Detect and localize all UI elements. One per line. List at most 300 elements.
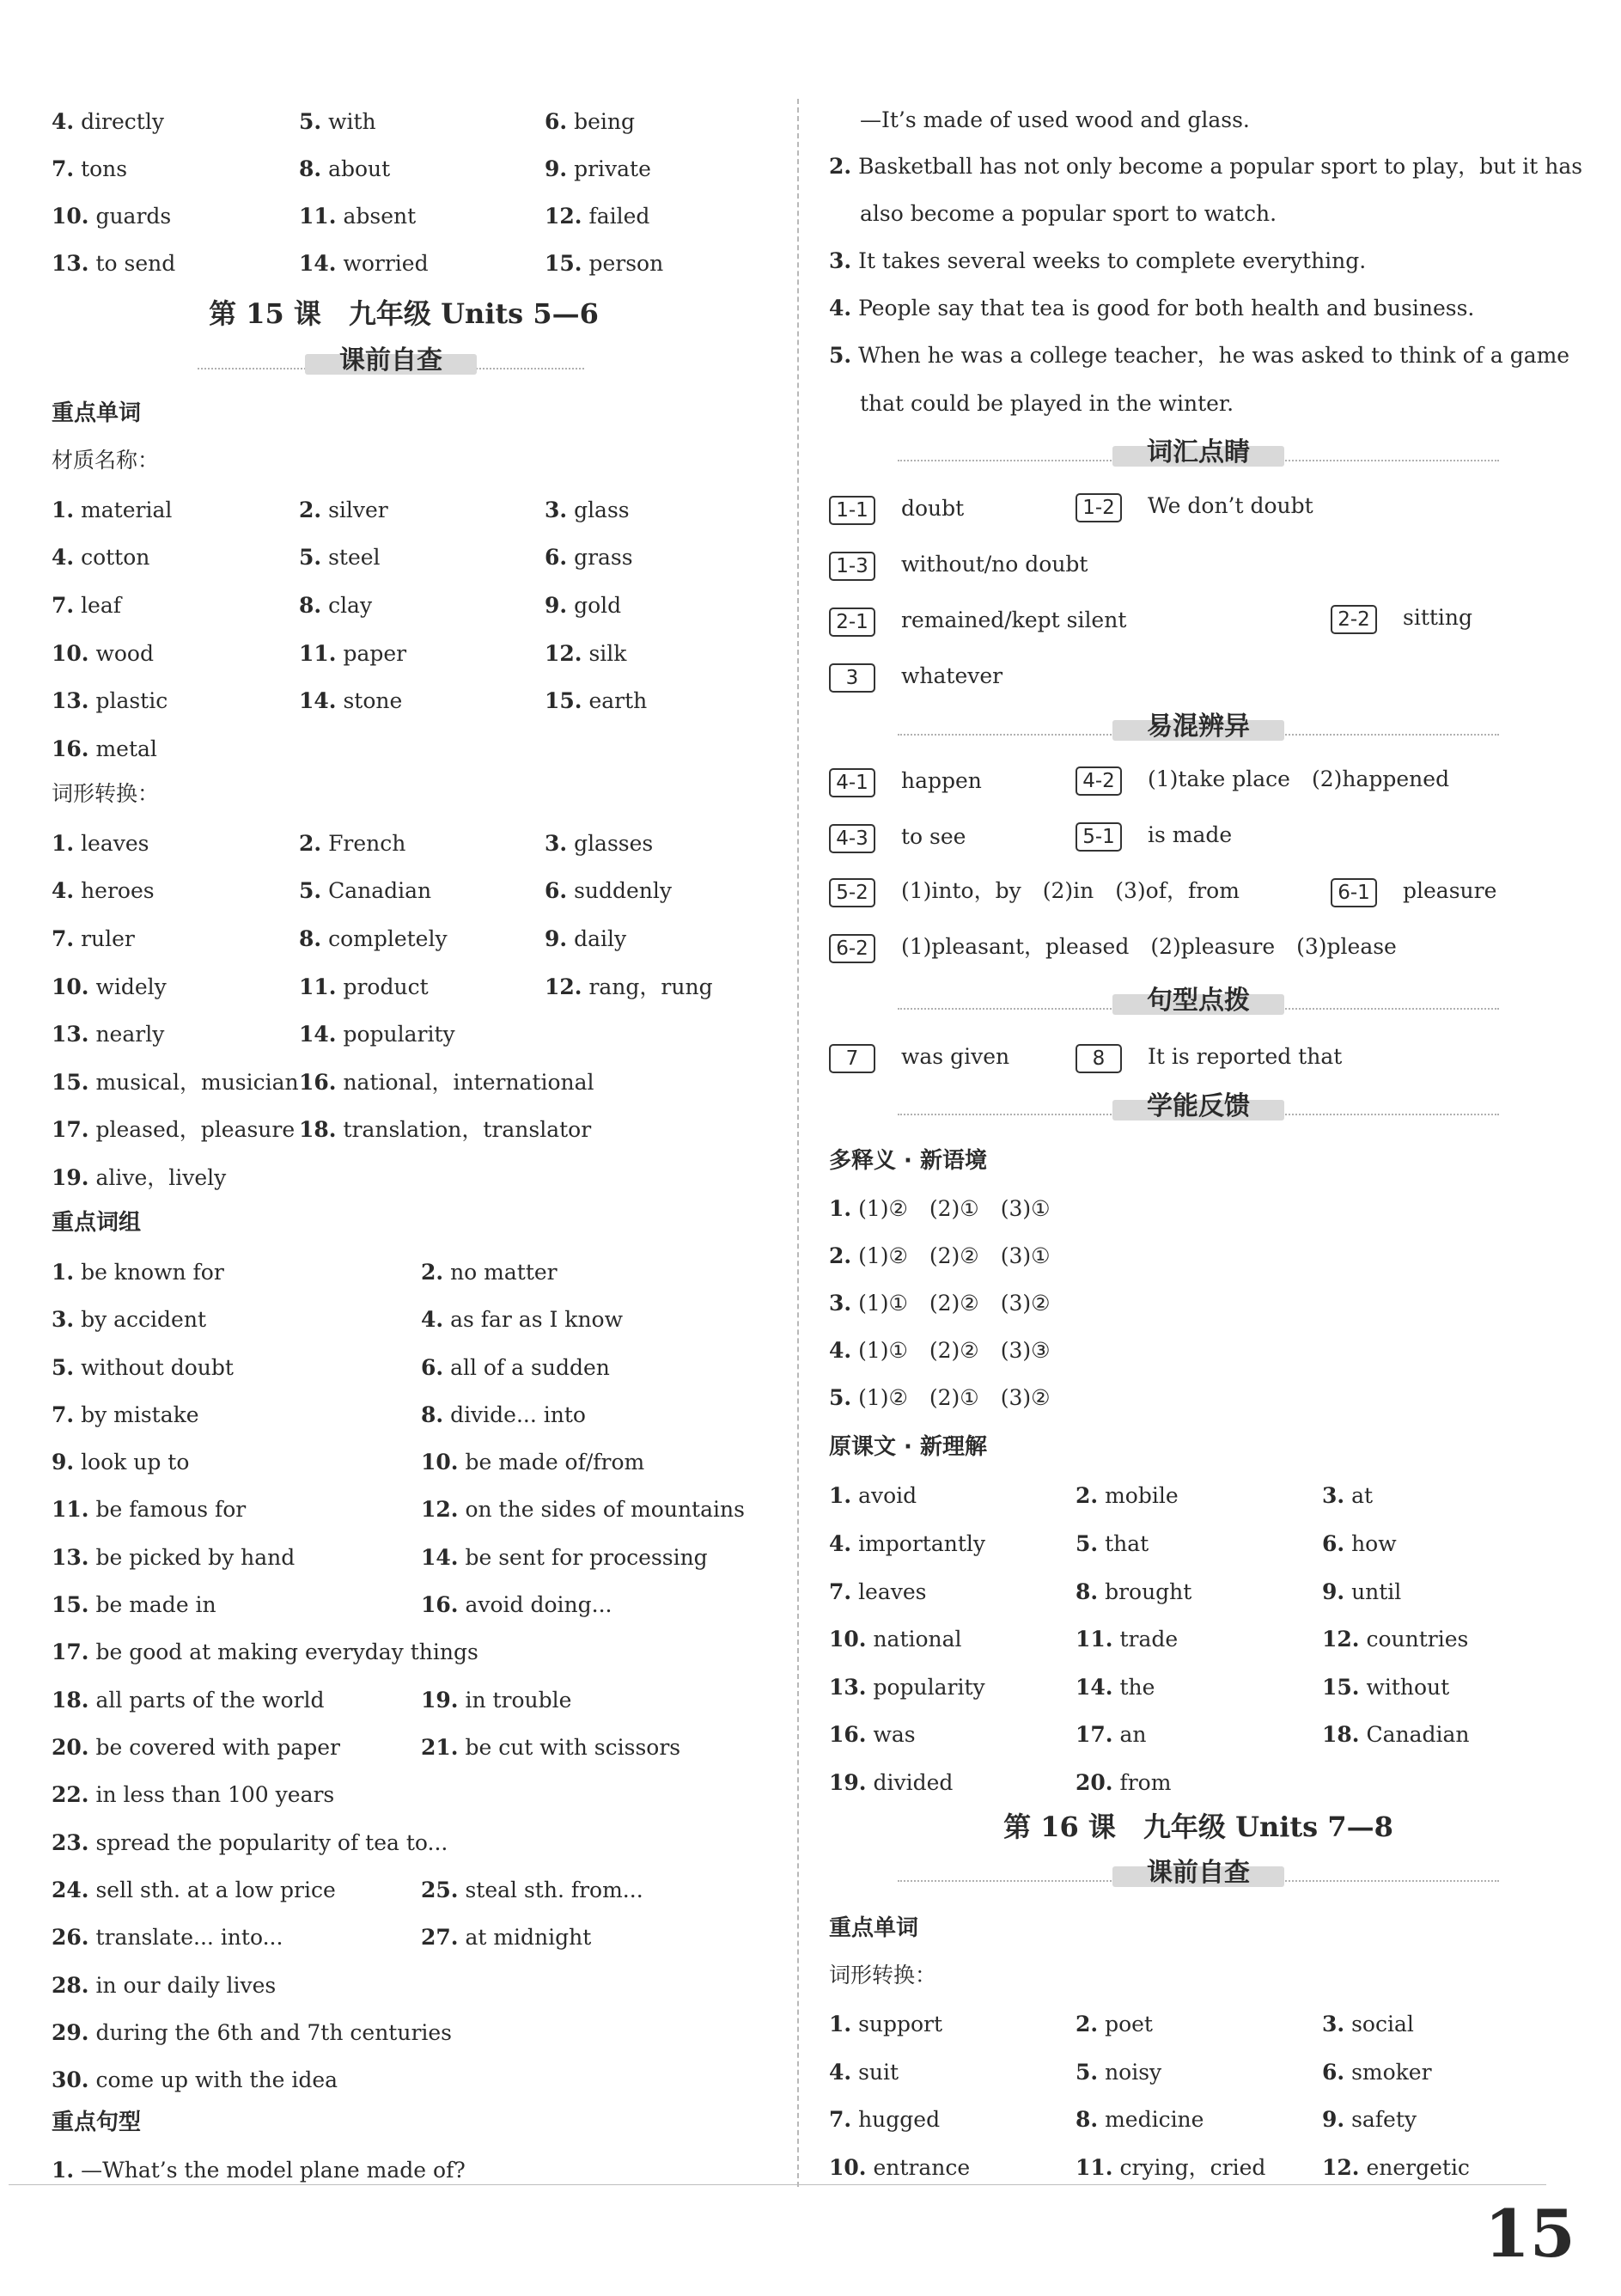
item-text: avoid <box>858 1483 917 1508</box>
item-number: 1. <box>829 2012 852 2036</box>
item-text: in trouble <box>465 1688 572 1713</box>
item-number: 19. <box>52 1165 89 1190</box>
banner-preclass-check <box>198 344 584 380</box>
item-tag-box: 6-2 <box>829 934 875 963</box>
banner-easily-confused <box>898 710 1499 746</box>
item-text: metal <box>95 736 157 761</box>
item-number: 4. <box>421 1307 444 1332</box>
top-answer-item <box>299 251 429 277</box>
tagged-answer: remained/kept silent <box>901 608 1127 632</box>
item-text: how <box>1351 1531 1397 1556</box>
text-answer-item <box>1076 1722 1146 1748</box>
material-item <box>52 736 157 762</box>
sentence-item <box>829 343 1569 369</box>
top-answer-item <box>299 204 416 229</box>
item-text: entrance <box>873 2155 971 2180</box>
phrase-item <box>52 1497 246 1523</box>
tagged-answer: It is reported that <box>1148 1044 1343 1069</box>
item-number: 12. <box>545 204 582 229</box>
banner-vocabulary <box>898 436 1499 472</box>
item-number: 10. <box>52 641 89 666</box>
sentence-line: that could be played in the winter. <box>860 391 1234 416</box>
phrase-item <box>421 1402 586 1428</box>
banner-title: 学能反馈 <box>1147 1091 1250 1121</box>
text-answer-item <box>1076 1770 1171 1796</box>
sentence-line: It takes several weeks to complete everything. <box>858 248 1367 273</box>
column-divider <box>797 99 799 2187</box>
material-item <box>545 641 626 667</box>
item-text: nearly <box>95 1022 165 1047</box>
material-item <box>545 688 647 714</box>
item-text: safety <box>1351 2107 1417 2132</box>
phrase-item <box>52 1592 216 1618</box>
item-text: be known for <box>81 1260 224 1285</box>
lesson-16-title: 第 16 课 九年级 Units 7—8 <box>1003 1811 1393 1843</box>
item-number: 17. <box>52 1117 89 1142</box>
text-answer-item <box>829 1627 962 1652</box>
item-tag-box: 3 <box>829 663 875 693</box>
banner-title: 句型点拨 <box>1147 986 1250 1016</box>
item-text: the <box>1119 1675 1155 1700</box>
word-form-item <box>545 926 626 952</box>
item-text: gold <box>574 593 622 618</box>
item-number: 8. <box>299 156 322 181</box>
item-text: at <box>1351 1483 1374 1508</box>
word-form-item <box>299 1117 591 1143</box>
tagged-answer: happen <box>901 768 982 793</box>
item-number: 5. <box>299 878 322 903</box>
word-form-item <box>52 1022 164 1047</box>
phrase-item <box>421 1592 612 1618</box>
item-number: 2. <box>299 831 322 856</box>
phrase-item <box>421 1355 610 1381</box>
phrase-item <box>421 1450 644 1475</box>
item-text: mobile <box>1105 1483 1179 1508</box>
text-answer-item <box>1076 1579 1191 1605</box>
text-answer-item <box>829 1483 917 1509</box>
phrase-item <box>421 1545 708 1571</box>
item-text: be sent for processing <box>465 1545 708 1570</box>
item-number: 25. <box>421 1878 459 1902</box>
item-text: avoid doing... <box>465 1592 612 1617</box>
item-number: 23. <box>52 1830 89 1855</box>
phrase-item <box>52 1640 478 1665</box>
word-form-item <box>1322 2155 1470 2181</box>
material-item <box>545 545 633 571</box>
item-number: 10. <box>52 204 89 229</box>
banner-title: 课前自查 <box>339 345 442 376</box>
item-number: 13. <box>52 1545 89 1570</box>
word-form-item <box>1076 2107 1204 2133</box>
item-number: 15. <box>52 1592 89 1617</box>
item-number: 3. <box>52 1307 75 1332</box>
item-tag-box: 4-1 <box>829 768 875 797</box>
word-form-item <box>1076 2060 1161 2085</box>
item-number: 1. <box>829 1196 852 1221</box>
top-answer-item <box>52 204 171 229</box>
item-number: 1. <box>829 1483 852 1508</box>
banner-sentence-patterns <box>898 984 1499 1020</box>
word-form-item <box>829 2107 940 2133</box>
item-text: —What’s the model plane made of? <box>81 2158 466 2183</box>
material-item <box>299 641 406 667</box>
item-text: widely <box>95 974 167 999</box>
text-answer-item <box>1076 1483 1179 1509</box>
word-form-item <box>299 1022 455 1047</box>
phrase-item <box>421 1735 680 1761</box>
item-number: 16. <box>829 1722 867 1747</box>
phrase-item <box>421 1260 558 1285</box>
item-text: divide... into <box>450 1402 586 1427</box>
item-text: rang，rung <box>588 974 713 999</box>
material-item <box>299 545 381 571</box>
item-text: guards <box>95 204 172 229</box>
item-text: earth <box>588 688 648 713</box>
item-text: glasses <box>574 831 654 856</box>
item-text: stone <box>343 688 403 713</box>
item-number: 5. <box>1076 1531 1099 1556</box>
text-answer-item <box>1076 1531 1149 1557</box>
item-number: 18. <box>299 1117 337 1142</box>
item-number: 11. <box>1076 1627 1113 1652</box>
top-answer-item <box>545 251 663 277</box>
item-text: all parts of the world <box>95 1688 325 1713</box>
item-text: wood <box>95 641 154 666</box>
banner-title: 易混辨异 <box>1147 711 1250 742</box>
item-number: 4. <box>829 2060 852 2085</box>
item-text: be picked by hand <box>95 1545 296 1570</box>
section-heading-multiple-meanings: 多释义 · 新语境 <box>829 1148 987 1174</box>
word-form-item <box>1076 2155 1265 2181</box>
item-tag-box: 4-3 <box>829 824 875 853</box>
item-number: 2. <box>1076 2012 1099 2036</box>
item-text: countries <box>1366 1627 1469 1652</box>
item-text: silk <box>588 641 627 666</box>
item-text: alive，lively <box>95 1165 227 1190</box>
item-text: as far as I know <box>450 1307 624 1332</box>
item-number: 3. <box>829 1291 852 1316</box>
item-text: from <box>1119 1770 1172 1795</box>
phrase-item <box>52 1307 206 1333</box>
item-text: be cut with scissors <box>465 1735 681 1760</box>
item-number: 18. <box>1322 1722 1360 1747</box>
bottom-rule <box>9 2184 1546 2185</box>
item-number: 11. <box>1076 2155 1113 2180</box>
item-number: 16. <box>299 1070 337 1095</box>
item-text: plastic <box>95 688 168 713</box>
item-number: 10. <box>829 2155 867 2180</box>
item-text: brought <box>1105 1579 1192 1604</box>
sentence-line: When he was a college teacher，he was asked to think of a game <box>858 343 1570 368</box>
item-number: 9. <box>52 1450 75 1475</box>
top-answer-item <box>299 109 376 135</box>
item-number: 16. <box>421 1592 459 1617</box>
item-number: 6. <box>545 109 568 134</box>
text-answer-item <box>829 1531 985 1557</box>
item-number: 12. <box>1322 1627 1360 1652</box>
material-item <box>545 593 621 619</box>
item-text: noisy <box>1105 2060 1162 2085</box>
item-text: (1)② (2)① (3)② <box>858 1385 1051 1410</box>
item-number: 7. <box>52 926 75 951</box>
tagged-answer: to see <box>901 824 966 849</box>
item-text: that <box>1105 1531 1149 1556</box>
item-tag-box: 5-1 <box>1076 822 1122 852</box>
multi-meaning-answer <box>829 1291 1051 1316</box>
multi-meaning-answer <box>829 1196 1051 1222</box>
banner-preclass-check-2 <box>898 1856 1499 1892</box>
multi-meaning-answer <box>829 1385 1051 1411</box>
item-number: 28. <box>52 1973 89 1998</box>
item-number: 13. <box>829 1675 867 1700</box>
phrase-item <box>52 1450 189 1475</box>
material-item <box>299 688 402 714</box>
item-number: 1. <box>52 498 75 522</box>
item-number: 6. <box>545 545 568 570</box>
sentence-line: also become a popular sport to watch. <box>860 201 1277 226</box>
word-form-item <box>299 1070 594 1096</box>
item-number: 19. <box>829 1770 867 1795</box>
word-form-item <box>545 831 653 857</box>
item-text: importantly <box>858 1531 985 1556</box>
word-form-item <box>52 974 167 1000</box>
word-form-item <box>52 926 135 952</box>
phrase-item <box>421 1688 571 1713</box>
item-number: 6. <box>545 878 568 903</box>
item-text: without <box>1366 1675 1450 1700</box>
item-text: heroes <box>81 878 155 903</box>
item-number: 10. <box>52 974 89 999</box>
item-number: 8. <box>1076 2107 1099 2132</box>
phrase-item <box>52 1355 234 1381</box>
word-form-item <box>52 1165 226 1191</box>
item-number: 24. <box>52 1878 89 1902</box>
word-form-item <box>299 974 429 1000</box>
item-tag-box: 7 <box>829 1044 875 1073</box>
item-text: popularity <box>343 1022 455 1047</box>
item-number: 11. <box>299 974 337 999</box>
banner-title: 词汇点睛 <box>1147 437 1250 467</box>
item-number: 14. <box>299 1022 337 1047</box>
section-heading-original-text: 原课文 · 新理解 <box>829 1434 987 1460</box>
word-form-item <box>299 831 405 857</box>
banner-learning-feedback <box>898 1090 1499 1126</box>
item-text: smoker <box>1351 2060 1432 2085</box>
item-number: 3. <box>1322 1483 1345 1508</box>
text-answer-item <box>1322 1579 1401 1605</box>
item-number: 1. <box>52 831 75 856</box>
item-tag-box: 5-2 <box>829 878 875 907</box>
item-text: steel <box>328 545 381 570</box>
item-text: until <box>1351 1579 1402 1604</box>
item-number: 14. <box>299 251 337 276</box>
item-number: 30. <box>52 2067 89 2092</box>
word-form-item <box>829 2012 942 2037</box>
word-form-item <box>52 831 149 857</box>
item-tag-box: 6-1 <box>1331 878 1377 907</box>
item-number: 12. <box>1322 2155 1360 2180</box>
item-number: 1. <box>52 2158 75 2183</box>
item-text: Canadian <box>328 878 432 903</box>
item-number: 4. <box>52 878 75 903</box>
top-answer-item <box>545 204 649 229</box>
item-number: 6. <box>1322 2060 1345 2085</box>
item-number: 7. <box>52 1402 75 1427</box>
item-number: 7. <box>829 2107 852 2132</box>
item-text: completely <box>328 926 448 951</box>
item-tag-box: 4-2 <box>1076 766 1122 796</box>
word-form-item <box>1076 2012 1153 2037</box>
phrase-item <box>421 1497 745 1523</box>
item-number: 9. <box>1322 1579 1345 1604</box>
top-answer-item <box>545 109 635 135</box>
item-text: paper <box>343 641 407 666</box>
phrase-item <box>52 1260 224 1285</box>
word-form-item <box>52 1070 299 1096</box>
text-answer-item <box>829 1722 916 1748</box>
item-number: 11. <box>299 641 337 666</box>
text-answer-item <box>1076 1675 1155 1701</box>
label-word-forms-2: 词形转换： <box>829 1963 937 1988</box>
item-text: glass <box>574 498 630 522</box>
word-form-item <box>52 878 155 904</box>
item-number: 9. <box>545 156 568 181</box>
tagged-answer: without/no doubt <box>901 552 1088 577</box>
tagged-answer: (1)take place (2)happened <box>1148 766 1450 791</box>
item-text: hugged <box>858 2107 941 2132</box>
item-text: at midnight <box>465 1925 592 1950</box>
item-text: (1)① (2)② (3)③ <box>858 1338 1051 1363</box>
label-word-forms: 词形转换： <box>52 781 160 806</box>
item-number: 21. <box>421 1735 459 1760</box>
item-text: all of a sudden <box>450 1355 610 1380</box>
item-text: energetic <box>1366 2155 1470 2180</box>
item-text: (1)① (2)② (3)② <box>858 1291 1051 1316</box>
item-number: 9. <box>545 593 568 618</box>
item-number: 6. <box>1322 1531 1345 1556</box>
item-text: in our daily lives <box>95 1973 277 1998</box>
item-text: leaves <box>858 1579 927 1604</box>
item-number: 17. <box>52 1640 89 1664</box>
text-answer-item <box>1322 1483 1373 1509</box>
word-form-item <box>52 1117 295 1143</box>
tagged-answer: sitting <box>1403 605 1473 630</box>
item-number: 27. <box>421 1925 459 1950</box>
item-text: cotton <box>81 545 150 570</box>
item-text: spread the popularity of tea to... <box>95 1830 448 1855</box>
item-text: come up with the idea <box>95 2067 338 2092</box>
material-item <box>545 498 630 523</box>
item-number: 9. <box>545 926 568 951</box>
material-item <box>52 498 172 523</box>
section-heading-key-phrases: 重点词组 <box>52 1210 142 1236</box>
item-number: 7. <box>52 156 75 181</box>
section-heading-key-words-2: 重点单词 <box>829 1915 919 1941</box>
text-answer-item <box>1322 1531 1397 1557</box>
item-text: an <box>1119 1722 1147 1747</box>
item-text: daily <box>574 926 627 951</box>
item-text: steal sth. from... <box>465 1878 643 1902</box>
item-text: support <box>858 2012 943 2036</box>
item-number: 3. <box>1322 2012 1345 2036</box>
sentence-item <box>829 154 1582 180</box>
material-item <box>299 593 372 619</box>
item-text: poet <box>1105 2012 1153 2036</box>
tagged-answer: whatever <box>901 663 1003 688</box>
item-text: directly <box>81 109 164 134</box>
item-text: silver <box>328 498 388 522</box>
item-text: musical，musician <box>95 1070 299 1095</box>
item-text: translation，translator <box>343 1117 592 1142</box>
item-tag-box: 1-3 <box>829 552 875 581</box>
phrase-item <box>421 1878 643 1903</box>
item-number: 3. <box>545 498 568 522</box>
sentence-item <box>829 248 1366 274</box>
section-heading-key-sentences: 重点句型 <box>52 2110 142 2135</box>
item-text: leaves <box>81 831 149 856</box>
text-answer-item <box>1322 1675 1449 1701</box>
tagged-answer: doubt <box>901 496 965 521</box>
item-number: 10. <box>421 1450 459 1475</box>
item-text: worried <box>343 251 429 276</box>
item-number: 14. <box>421 1545 459 1570</box>
phrase-item <box>52 1688 325 1713</box>
item-text: popularity <box>873 1675 985 1700</box>
word-form-item <box>829 2155 970 2181</box>
item-tag-box: 2-2 <box>1331 605 1377 634</box>
item-text: tons <box>81 156 128 181</box>
item-text: to send <box>95 251 176 276</box>
text-answer-item <box>1322 1627 1468 1652</box>
multi-meaning-answer <box>829 1338 1051 1364</box>
item-number: 4. <box>52 545 75 570</box>
tagged-answer: We don’t doubt <box>1148 493 1313 518</box>
item-text: during the 6th and 7th centuries <box>95 2020 453 2045</box>
item-text: social <box>1351 2012 1414 2036</box>
label-materials: 材质名称： <box>52 448 160 473</box>
item-number: 16. <box>52 736 89 761</box>
item-number: 3. <box>829 248 852 273</box>
item-tag-box: 2-1 <box>829 608 875 637</box>
item-number: 1. <box>52 1260 75 1285</box>
item-number: 3. <box>545 831 568 856</box>
item-text: clay <box>328 593 373 618</box>
item-number: 2. <box>1076 1483 1099 1508</box>
item-number: 5. <box>299 109 322 134</box>
item-number: 19. <box>421 1688 459 1713</box>
word-form-item <box>545 878 672 904</box>
phrase-item <box>52 1830 448 1856</box>
item-text: by accident <box>81 1307 206 1332</box>
tagged-answer: pleasure <box>1403 878 1497 903</box>
text-answer-item <box>1322 1722 1470 1748</box>
item-number: 13. <box>52 1022 89 1047</box>
item-tag-box: 8 <box>1076 1044 1122 1073</box>
item-tag-box: 1-1 <box>829 496 875 525</box>
banner-title: 课前自查 <box>1147 1858 1250 1888</box>
top-answer-item <box>52 109 164 135</box>
item-number: 5. <box>829 343 852 368</box>
item-text: pleased，pleasure <box>95 1117 296 1142</box>
phrase-item <box>52 1925 283 1951</box>
item-text: translate... into... <box>95 1925 283 1950</box>
item-text: grass <box>574 545 633 570</box>
item-text: ruler <box>81 926 135 951</box>
item-text: suddenly <box>574 878 673 903</box>
sentence-line: People say that tea is good for both health and business. <box>858 296 1475 321</box>
word-form-item <box>829 2060 899 2085</box>
item-number: 9. <box>1322 2107 1345 2132</box>
